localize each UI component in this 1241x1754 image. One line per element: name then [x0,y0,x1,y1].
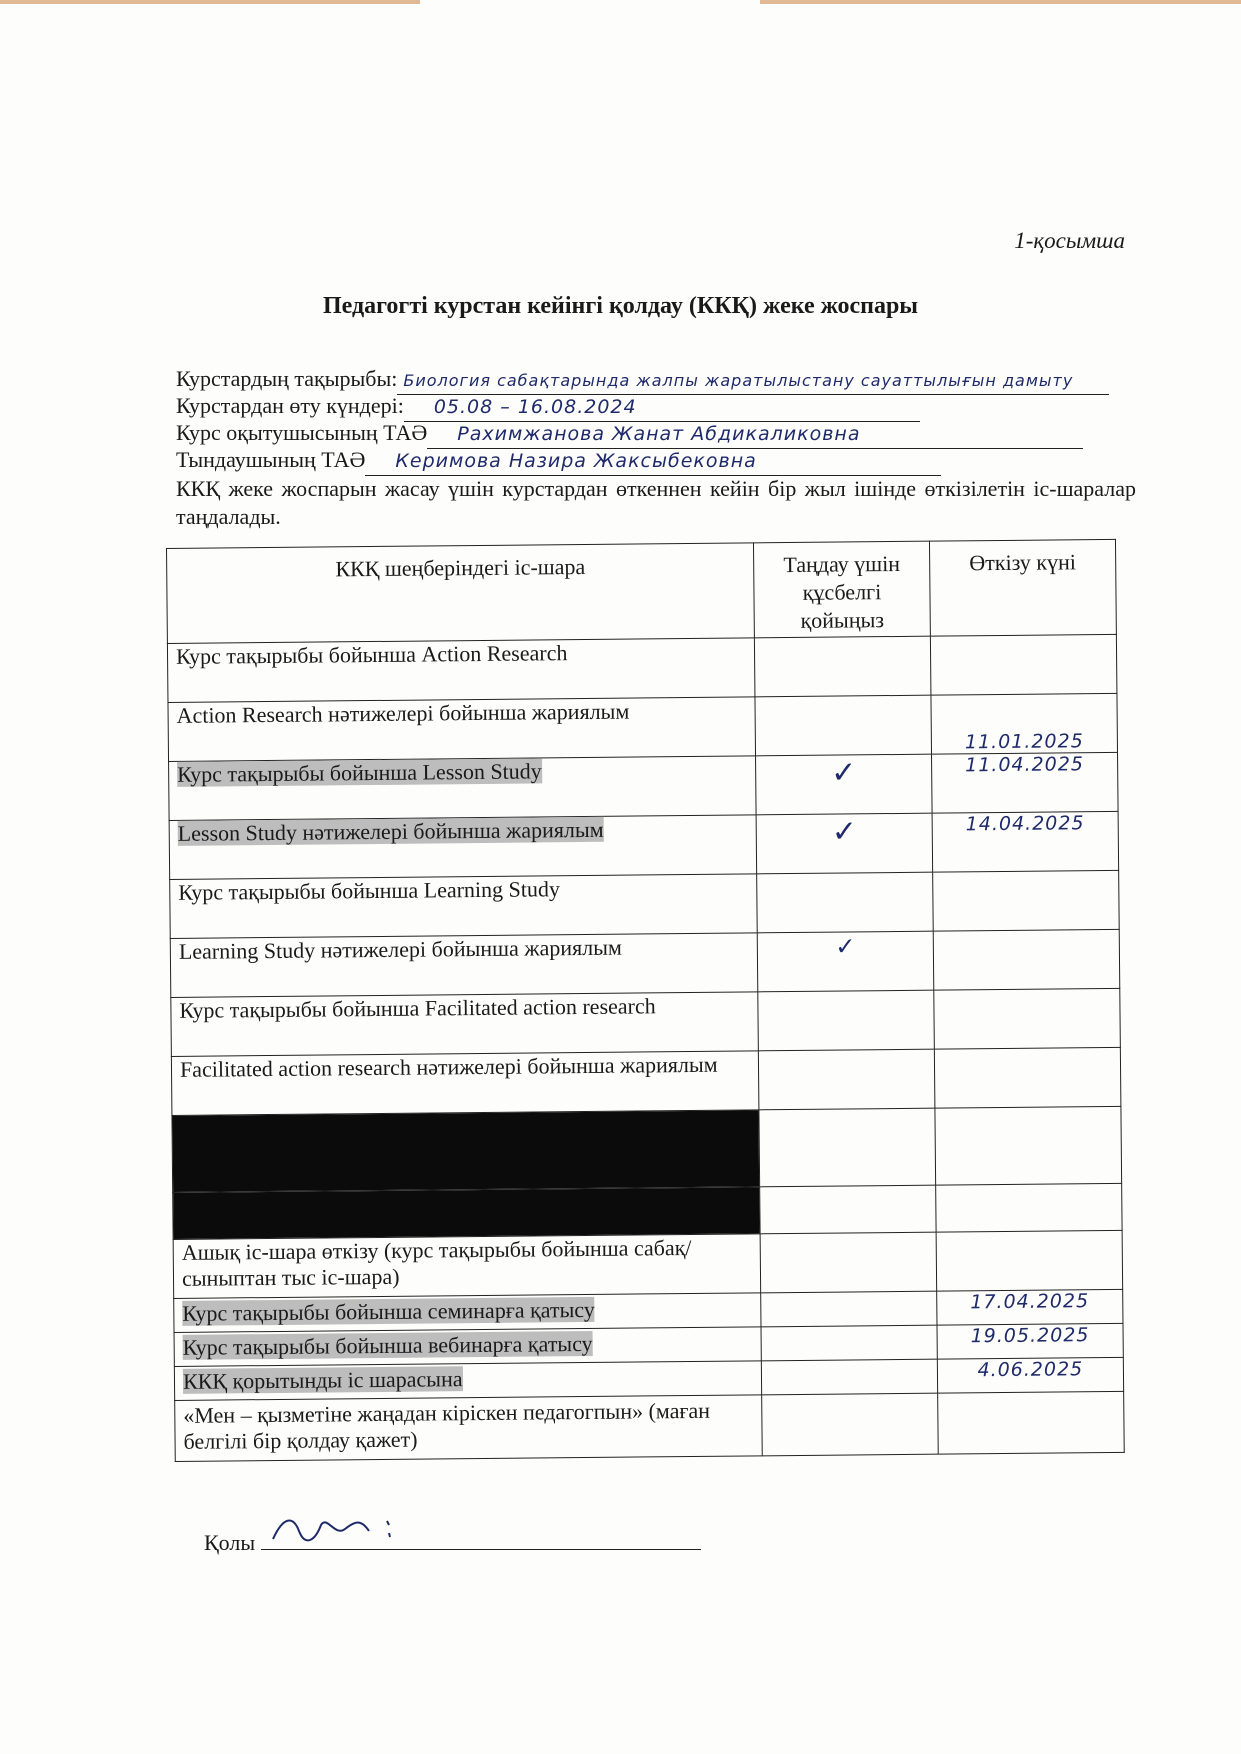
page-title: Педагогті курстан кейінгі қолдау (ККҚ) жеке жоспары [322,293,919,319]
checkbox-cell[interactable] [760,1185,936,1234]
table-row [169,811,1119,879]
activity-text: Курс тақырыбы бойынша Action Research [175,640,568,669]
table-row [171,1047,1121,1115]
date-cell[interactable] [938,1391,1125,1454]
activity-text: Lesson Study нәтижелері бойынша жариялым [177,816,604,846]
scan-top-edge [0,0,1241,4]
date-cell[interactable]: 11.01.2025 [931,693,1118,754]
checkbox-cell[interactable] [757,872,933,933]
activity-text: Action Research нәтижелері бойынша жариялым [176,698,630,728]
signature-block [204,1530,701,1556]
date-cell[interactable]: 14.04.2025 [932,811,1119,872]
redaction-block [172,1110,759,1192]
table-row [167,634,1117,702]
activity-text: Курс тақырыбы бойынша Facilitated action research [179,993,656,1023]
date-cell[interactable] [935,1106,1122,1185]
date-cell[interactable]: 4.06.2025 [937,1357,1123,1393]
table-row [171,988,1121,1056]
checkbox-cell[interactable]: ✓ [756,754,932,815]
checkbox-cell[interactable]: ✓ [756,813,932,874]
activity-text: «Мен – қызметіне жаңадан кіріскен педагогпын» (маған белгілі бір қолдау қажет) [183,1397,711,1454]
checkbox-cell[interactable] [761,1291,937,1327]
handwritten-signature-icon [269,1511,409,1547]
topic-value: Биология сабақтарында жалпы жаратылыстану сауаттылығын дамыту [397,367,1109,395]
listener-value: Керимова Назира Жаксыбековна [365,448,941,476]
checkbox-cell[interactable] [760,1232,936,1293]
annex-label: 1-қосымша [1014,228,1125,253]
activity-text: Facilitated action research нәтижелері бойынша жариялым [179,1051,718,1082]
activity-plan-table [166,539,1125,1462]
table-row [170,929,1120,997]
activity-text: Курс тақырыбы бойынша Lesson Study [177,758,542,787]
dates-value: 05.08 – 16.08.2024 [404,394,920,422]
date-cell[interactable]: 11.04.2025 [931,752,1118,813]
listener-line [176,446,1136,473]
activity-text: Курс тақырыбы бойынша Learning Study [178,876,561,905]
checkbox-cell[interactable] [762,1393,938,1456]
checkbox-cell[interactable]: ✓ [757,931,933,992]
activity-text: Ашық іс-шара өткізу (курс тақырыбы бойынша сабақ/ сыныптан тыс іс-шара) [181,1234,692,1291]
plan-description: ККҚ жеке жоспарын жасау үшін курстардан өткеннен кейін бір жыл ішінде өткізілетін іс-шаралар таңдалады. [176,476,1136,529]
header-mark: Таңдау үшін құсбелгі қойыңыз [754,541,931,638]
date-cell[interactable] [933,929,1120,990]
dates-label: Курстардан өту күндері: [176,393,404,418]
date-cell[interactable] [930,634,1117,695]
checkbox-cell[interactable] [761,1325,937,1361]
checkbox-cell[interactable] [759,1108,935,1187]
checkbox-cell[interactable] [758,990,934,1051]
date-cell[interactable] [934,1047,1121,1108]
teacher-value: Рахимжанова Жанат Абдикаликовна [427,421,1083,449]
listener-label: Тындаушының ТАӘ [176,447,366,472]
table-row [175,1391,1125,1461]
table-row [173,1230,1123,1298]
date-cell[interactable]: 19.05.2025 [937,1323,1123,1359]
topic-label: Курстардың тақырыбы: [176,366,398,391]
checkbox-cell[interactable] [762,1359,938,1395]
course-info [176,365,1136,531]
activity-text: Learning Study нәтижелері бойынша жариялым [178,934,622,964]
signature-label: Қолы [204,1530,256,1555]
activity-text: ККҚ қорытынды іс шарасына [182,1366,463,1394]
header-activity: ККҚ шеңберіндегі іс-шара [167,543,755,644]
table-header-row [167,539,1117,643]
table-row [168,693,1118,761]
header-date: Өткізу күні [929,539,1116,636]
checkbox-cell[interactable] [755,636,931,697]
date-cell[interactable] [936,1183,1123,1232]
date-cell[interactable] [934,988,1121,1049]
dates-line [176,392,1136,419]
table-row [169,752,1119,820]
signature-line[interactable] [261,1549,701,1550]
teacher-line [176,419,1136,446]
date-cell[interactable] [933,870,1120,931]
table-row [170,870,1120,938]
checkbox-cell[interactable] [755,695,931,756]
redaction-block [173,1187,760,1239]
table-row-redacted [172,1106,1122,1192]
activity-text: Курс тақырыбы бойынша вебинарға қатысу [182,1330,593,1360]
activity-text: Курс тақырыбы бойынша семинарға қатысу [182,1296,595,1326]
checkbox-cell[interactable] [759,1049,935,1110]
topic-line [176,365,1136,392]
date-cell[interactable]: 17.04.2025 [937,1289,1123,1325]
teacher-label: Курс оқытушысының ТАӘ [176,420,428,445]
date-cell[interactable] [936,1230,1123,1291]
